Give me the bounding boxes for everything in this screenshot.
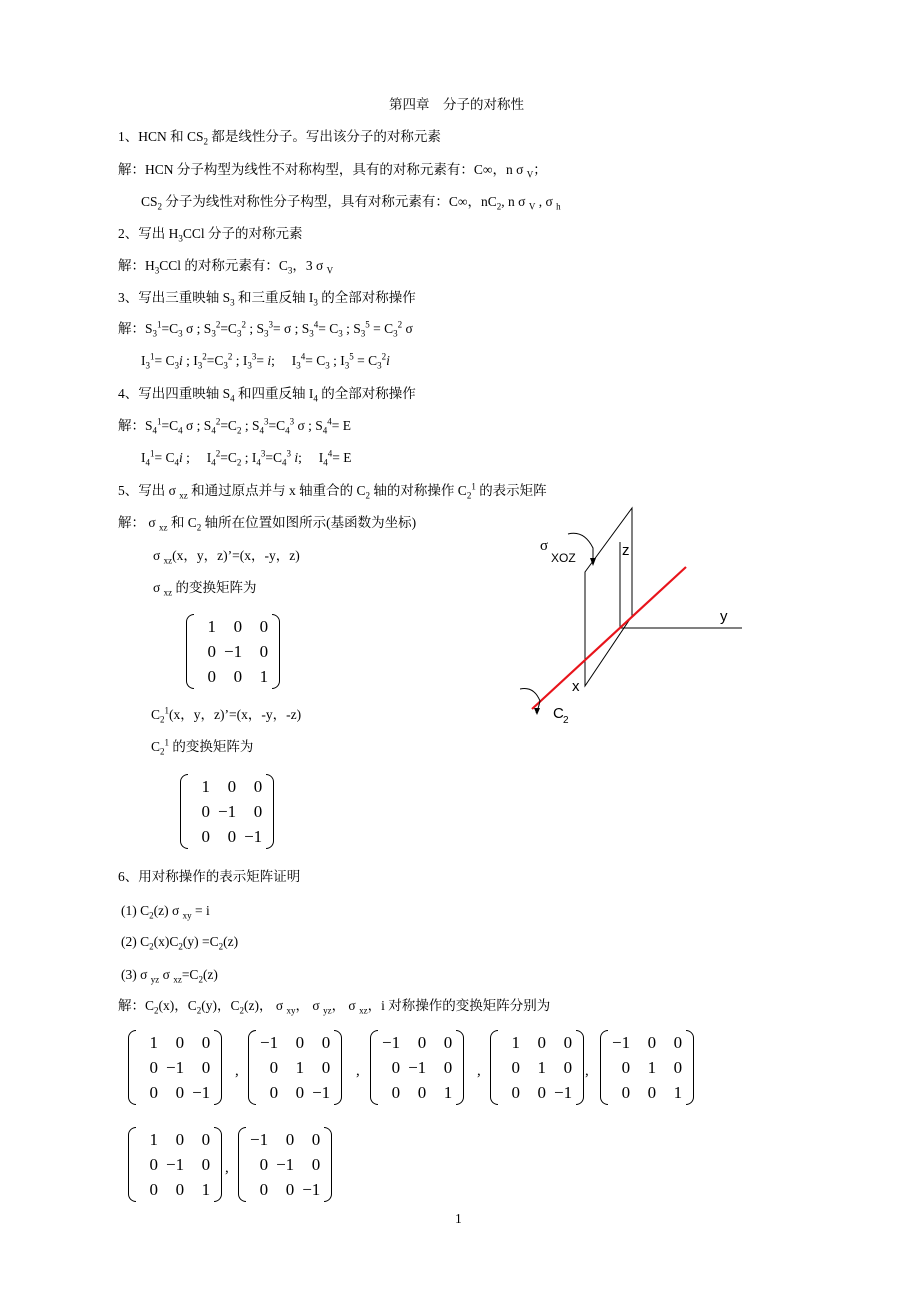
c2-matrix-label: $C_2^1$ 的变换矩阵为 [151,737,254,757]
matrix-cell: 1 [149,1033,158,1052]
c2-matrix [180,774,274,849]
matrix-cell: −1 [244,827,263,846]
c2-equation: $C_2^1(x$，y，z)’=(x，-y，-z) [151,705,302,725]
matrix-cell: 0 [149,1058,158,1077]
matrix-cell: 0 [201,1130,211,1149]
question-6: 6、用对称操作的表示矩阵证明 [118,869,301,884]
matrix-inversion-i [238,1127,332,1202]
matrix-cell: 0 [175,1130,185,1149]
question-6-item-1: (1) $C_2(z)$ σ $_{xy}$ = i [121,903,210,921]
c2-label: C [553,705,564,722]
matrix-c2x [128,1030,222,1105]
c2-arrow-head-icon [534,708,540,715]
z-label: z [622,542,630,559]
matrix-cell: 0 [321,1058,331,1077]
matrix-cell: 0 [227,777,237,796]
matrix-cell: 0 [201,1155,211,1174]
answer-4b: $I_4^1= C_4i$ ; $I_4^2=C_2$ ; $I_4^3=C_4^3$ i; $I_4^4= E$ [141,448,352,468]
matrix-left-bracket [490,1030,498,1105]
question-4: 4、写出四重映轴 $S_4$ 和四重反轴 $I_4$ 的全部对称操作 [118,386,416,404]
matrix-left-bracket [128,1127,136,1202]
sigma-xz-equation: σ $_{xz}$(x，y，z)’=(x，-y，z) [153,548,300,566]
matrix-cell: 0 [201,827,210,846]
matrix-cell: 0 [285,1180,295,1199]
question-2: 2、写出 $H_3CCl$ 分子的对称元素 [118,226,303,244]
matrix-cell: 0 [207,642,216,661]
question-1: 1、HCN 和 $CS_2$ 都是线性分子。写出该分子的对称元素 [118,129,441,147]
matrix-cell: −1 [166,1155,185,1174]
matrix-cell: 0 [295,1033,305,1052]
matrix-cell: 0 [563,1033,573,1052]
matrix-cell: 0 [233,617,243,636]
matrix-cell: 0 [269,1083,279,1102]
matrix-cell: 0 [563,1058,573,1077]
matrix-cell: 0 [321,1033,331,1052]
matrix-cell: 0 [285,1130,295,1149]
matrix-cell: 1 [149,1130,158,1149]
matrix-cell: 0 [149,1155,158,1174]
answer-1b: $CS_2$ 分子为线性对称性分子构型，具有对称元素有：C∞，$nC_2$, n σ $_V$ , σ $_h$ [141,194,561,212]
matrix-cell: 0 [175,1083,185,1102]
matrix-cell: −1 [382,1033,401,1052]
matrix-right-bracket [214,1127,222,1202]
matrix-sigma-yz [600,1030,694,1105]
matrix-cell: 0 [149,1180,158,1199]
matrix-cell: 0 [391,1083,401,1102]
separator: , [225,1160,229,1176]
question-6-item-2: (2) $C_2(x)C_2(y) =C_2(z)$ [121,934,239,952]
matrix-cell: 1 [201,777,210,796]
matrix-cell: 0 [201,1033,211,1052]
matrix-cell: 0 [149,1083,158,1102]
matrix-cell: 0 [259,642,269,661]
matrix-cell: 0 [621,1083,631,1102]
question-6-item-3: (3) σ $_{yz}$ σ $_{xz}=C_2(z)$ [121,967,218,985]
matrix-cell: 1 [201,1180,211,1199]
matrix-left-bracket [180,774,188,849]
page-number: 1 [455,1211,462,1226]
matrix-cell: −1 [408,1058,427,1077]
separator: , [356,1063,360,1079]
matrix-left-bracket [186,614,194,689]
answer-1a: 解：HCN 分子构型为线性不对称构型，具有的对称元素有：C∞，n σ $_V$； [118,162,547,180]
separator: , [477,1063,481,1079]
matrix-left-bracket [600,1030,608,1105]
matrix-sigma-xy [490,1030,584,1105]
matrix-c2z [370,1030,464,1105]
matrix-cell: 0 [201,802,210,821]
answer-5: 解： σ $_{xz}$ 和 $C_2$ 轴所在位置如图所示(基函数为坐标) [118,515,417,533]
matrix-cell: 0 [417,1083,427,1102]
matrix-right-bracket [324,1127,332,1202]
matrix-cell: 0 [259,617,269,636]
matrix-cell: −1 [192,1083,211,1102]
matrix-cell: −1 [612,1033,631,1052]
matrix-cell: 0 [417,1033,427,1052]
matrix-right-bracket [456,1030,464,1105]
question-5: 5、写出 σ $_{xz}$ 和通过原点并与 x 轴重合的 $C_2$ 轴的对称操作 $C_2^1$ 的表示矩阵 [118,481,547,501]
matrix-cell: 1 [443,1083,453,1102]
matrix-left-bracket [128,1030,136,1105]
matrix-cell: 1 [511,1033,520,1052]
matrix-cell: 0 [537,1033,546,1052]
symmetry-figure [520,500,750,730]
matrix-cell: 0 [621,1058,631,1077]
matrix-right-bracket [214,1030,222,1105]
matrix-cell: 0 [391,1058,401,1077]
matrix-left-bracket [248,1030,256,1105]
matrix-cell: 0 [673,1058,683,1077]
c2-sub-label: 2 [563,715,569,726]
matrix-cell: 0 [647,1033,657,1052]
x-label: x [572,678,580,695]
matrix-right-bracket [576,1030,584,1105]
matrix-cell: −1 [224,642,243,661]
matrix-cell: 0 [295,1083,305,1102]
matrix-cell: 0 [227,827,237,846]
matrix-cell: 1 [537,1058,546,1077]
matrix-cell: −1 [260,1033,279,1052]
matrix-cell: 0 [233,667,243,686]
matrix-right-bracket [334,1030,342,1105]
matrix-right-bracket [266,774,274,849]
matrix-cell: −1 [250,1130,269,1149]
matrix-cell: 0 [311,1130,321,1149]
matrix-cell: 1 [207,617,216,636]
matrix-cell: 0 [511,1058,520,1077]
matrix-cell: −1 [218,802,237,821]
matrix-cell: −1 [554,1083,573,1102]
matrix-cell: −1 [312,1083,331,1102]
matrix-cell: 0 [201,1058,211,1077]
matrix-cell: 1 [673,1083,683,1102]
matrix-cell: 0 [269,1058,279,1077]
matrix-cell: 0 [175,1180,185,1199]
matrix-cell: 0 [175,1033,185,1052]
separator: , [585,1063,589,1079]
separator: , [235,1063,239,1079]
matrix-left-bracket [238,1127,246,1202]
sigma-xz-matrix [186,614,280,689]
matrix-cell: −1 [276,1155,295,1174]
matrix-cell: 0 [673,1033,683,1052]
page-title: 第四章 分子的对称性 [389,97,524,112]
sigma-xz-matrix-label: σ $_{xz}$ 的变换矩阵为 [153,580,257,598]
matrix-cell: 1 [259,667,269,686]
matrix-cell: −1 [166,1058,185,1077]
matrix-right-bracket [686,1030,694,1105]
matrix-cell: 0 [259,1180,269,1199]
matrix-cell: 0 [259,1155,269,1174]
answer-6: 解：$C_2(x)$，$C_2(y)$，$C_2(z)$， σ $_{xy}$， σ $_{yz}$， σ $_{xz}$，i 对称操作的变换矩阵分别为 [118,998,551,1016]
sigma-label: σ [540,538,549,554]
answer-3a: 解：$S_3^1=C_3$ σ ; $S_3^2=C_3^2$ ; $S_3^3= \sigma$ ; $S_3^4= C_3$ ; $S_3^5 = C_3^2$ σ [118,319,413,339]
matrix-cell: 0 [253,802,263,821]
answer-4a: 解：$S_4^1=C_4$ σ ; $S_4^2=C_2$ ; $S_4^3=C_4^3$ σ ; $S_4^4= E$ [118,416,351,436]
plane-sub-label: XOZ [551,551,576,565]
answer-3b: $I_3^1= C_3i$ ; $I_3^2=C_3^2$ ; $I_3^3= i$; $I_3^4= C_3$ ; $I_3^5 = C_3^2i$ [141,351,390,371]
y-label: y [720,608,728,625]
matrix-sigma-xz [128,1127,222,1202]
matrix-cell: 0 [511,1083,520,1102]
matrix-cell: 0 [311,1155,321,1174]
question-3: 3、写出三重映轴 $S_3$ 和三重反轴 $I_3$ 的全部对称操作 [118,290,416,308]
matrix-cell: 0 [253,777,263,796]
matrix-c2y [248,1030,342,1105]
matrix-cell: −1 [302,1180,321,1199]
matrix-left-bracket [370,1030,378,1105]
xoz-plane [585,508,632,686]
matrix-cell: 0 [443,1033,453,1052]
matrix-cell: 0 [207,667,216,686]
c2-axis-line [532,567,686,709]
matrix-cell: 0 [647,1083,657,1102]
matrix-cell: 1 [647,1058,657,1077]
matrix-cell: 1 [295,1058,305,1077]
answer-2: 解：$H_3CCl$ 的对称元素有：$C_3$，3 σ $_V$ [118,258,334,276]
matrix-cell: 0 [537,1083,546,1102]
matrix-right-bracket [272,614,280,689]
matrix-cell: 0 [443,1058,453,1077]
